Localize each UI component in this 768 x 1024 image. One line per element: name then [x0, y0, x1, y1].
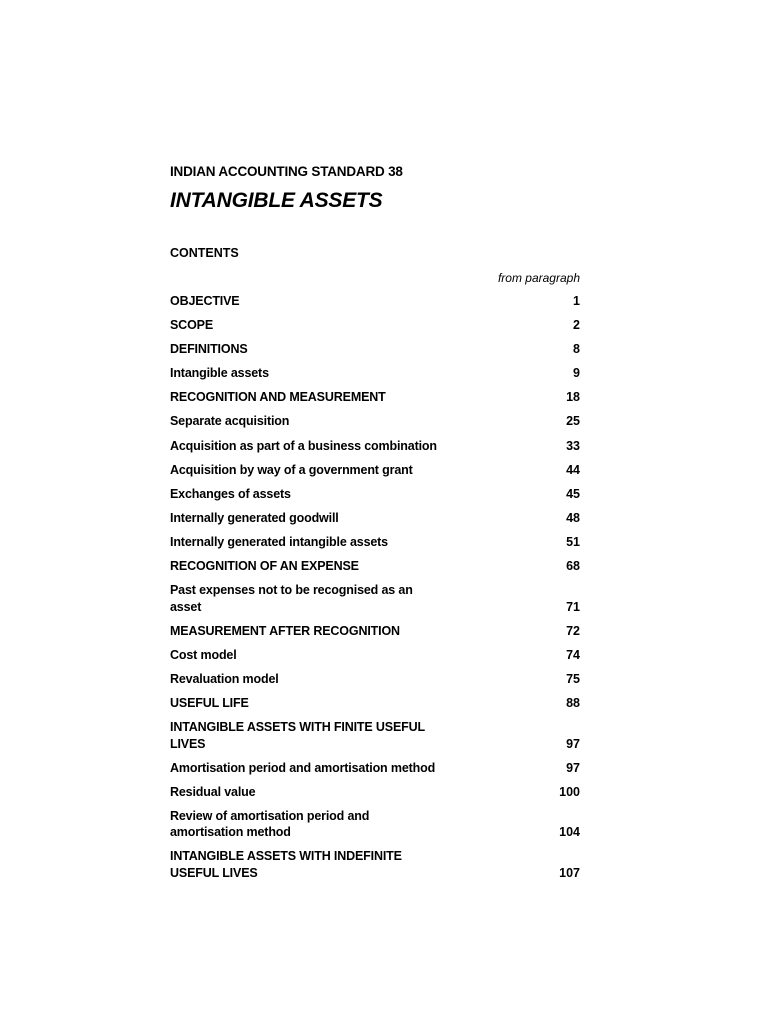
contents-entry — [170, 647, 580, 664]
table-of-contents-section — [170, 162, 580, 889]
column-heading: from paragraph — [497, 271, 580, 285]
contents-entry-paragraph: 97 — [566, 760, 580, 775]
contents-entry-paragraph: 25 — [566, 414, 580, 429]
contents-entry-label: USEFUL LIFE — [170, 696, 249, 710]
contents-entry-paragraph: 44 — [566, 462, 580, 477]
contents-entry — [170, 534, 580, 551]
contents-entry-label: Intangible assets — [170, 366, 269, 381]
contents-entry — [170, 671, 580, 688]
contents-entry — [170, 438, 580, 455]
contents-entry-label: Separate acquisition — [170, 414, 290, 429]
contents-list — [170, 293, 580, 881]
contents-entry-paragraph: 2 — [573, 318, 580, 333]
contents-entry-label: Revaluation model — [170, 671, 279, 686]
contents-entry — [170, 695, 580, 712]
contents-entry — [170, 808, 580, 841]
contents-entry — [170, 623, 580, 640]
contents-entry — [170, 848, 580, 881]
contents-entry-paragraph: 9 — [573, 366, 580, 381]
contents-entry-label: Exchanges of assets — [170, 486, 291, 501]
contents-entry-label: Past expenses not to be recognised as an asset — [170, 583, 413, 614]
contents-entry-paragraph: 100 — [559, 784, 580, 799]
contents-entry-paragraph: 88 — [566, 696, 580, 710]
contents-entry-paragraph: 72 — [566, 623, 580, 638]
contents-entry — [170, 413, 580, 430]
contents-entry — [170, 760, 580, 777]
contents-entry — [170, 365, 580, 382]
contents-entry-label: INTANGIBLE ASSETS WITH FINITE USEFUL LIVES — [170, 720, 425, 751]
contents-entry — [170, 462, 580, 479]
contents-entry-label: Internally generated goodwill — [170, 510, 339, 525]
contents-entry-paragraph: 104 — [559, 825, 580, 840]
contents-entry-label: Acquisition as part of a business combination — [170, 438, 437, 453]
contents-heading: CONTENTS — [170, 246, 239, 260]
contents-entry-paragraph: 18 — [566, 390, 580, 405]
contents-entry-label: Internally generated intangible assets — [170, 534, 388, 549]
standard-label: INDIAN ACCOUNTING STANDARD 38 — [170, 164, 403, 179]
contents-entry-paragraph: 107 — [559, 865, 580, 880]
contents-entry-paragraph: 97 — [566, 736, 580, 751]
contents-entry-paragraph: 71 — [566, 599, 580, 614]
contents-entry-paragraph: 51 — [566, 534, 580, 549]
contents-entry — [170, 317, 580, 334]
contents-entry-label: RECOGNITION AND MEASUREMENT — [170, 390, 386, 405]
document-title: INTANGIBLE ASSETS — [170, 189, 383, 212]
contents-entry-label: Residual value — [170, 784, 256, 799]
contents-entry-paragraph: 68 — [566, 559, 580, 574]
contents-entry-label: Acquisition by way of a government grant — [170, 462, 413, 477]
contents-entry — [170, 389, 580, 406]
contents-entry — [170, 784, 580, 801]
contents-entry-label: RECOGNITION OF AN EXPENSE — [170, 559, 359, 574]
contents-entry-label: DEFINITIONS — [170, 342, 248, 357]
contents-entry-label: Amortisation period and amortisation method — [170, 760, 436, 775]
contents-entry-paragraph: 45 — [566, 486, 580, 501]
contents-entry-label: Review of amortisation period and amortisation method — [170, 808, 370, 840]
contents-entry-label: Cost model — [170, 647, 237, 662]
contents-entry — [170, 341, 580, 358]
contents-entry — [170, 510, 580, 527]
contents-entry-label: OBJECTIVE — [170, 294, 240, 308]
contents-entry-paragraph: 1 — [573, 294, 580, 308]
contents-entry-paragraph: 8 — [573, 342, 580, 357]
contents-entry — [170, 582, 580, 615]
contents-entry — [170, 558, 580, 575]
contents-entry-paragraph: 48 — [566, 510, 580, 525]
contents-entry — [170, 293, 580, 310]
contents-entry-paragraph: 33 — [566, 438, 580, 453]
contents-entry-label: SCOPE — [170, 318, 214, 333]
contents-entry — [170, 719, 580, 752]
contents-entry-paragraph: 74 — [566, 647, 580, 662]
contents-entry-label: INTANGIBLE ASSETS WITH INDEFINITE USEFUL LIVES — [170, 849, 402, 880]
contents-entry-label: MEASUREMENT AFTER RECOGNITION — [170, 623, 400, 638]
contents-entry-paragraph: 75 — [566, 671, 580, 686]
contents-entry — [170, 486, 580, 503]
